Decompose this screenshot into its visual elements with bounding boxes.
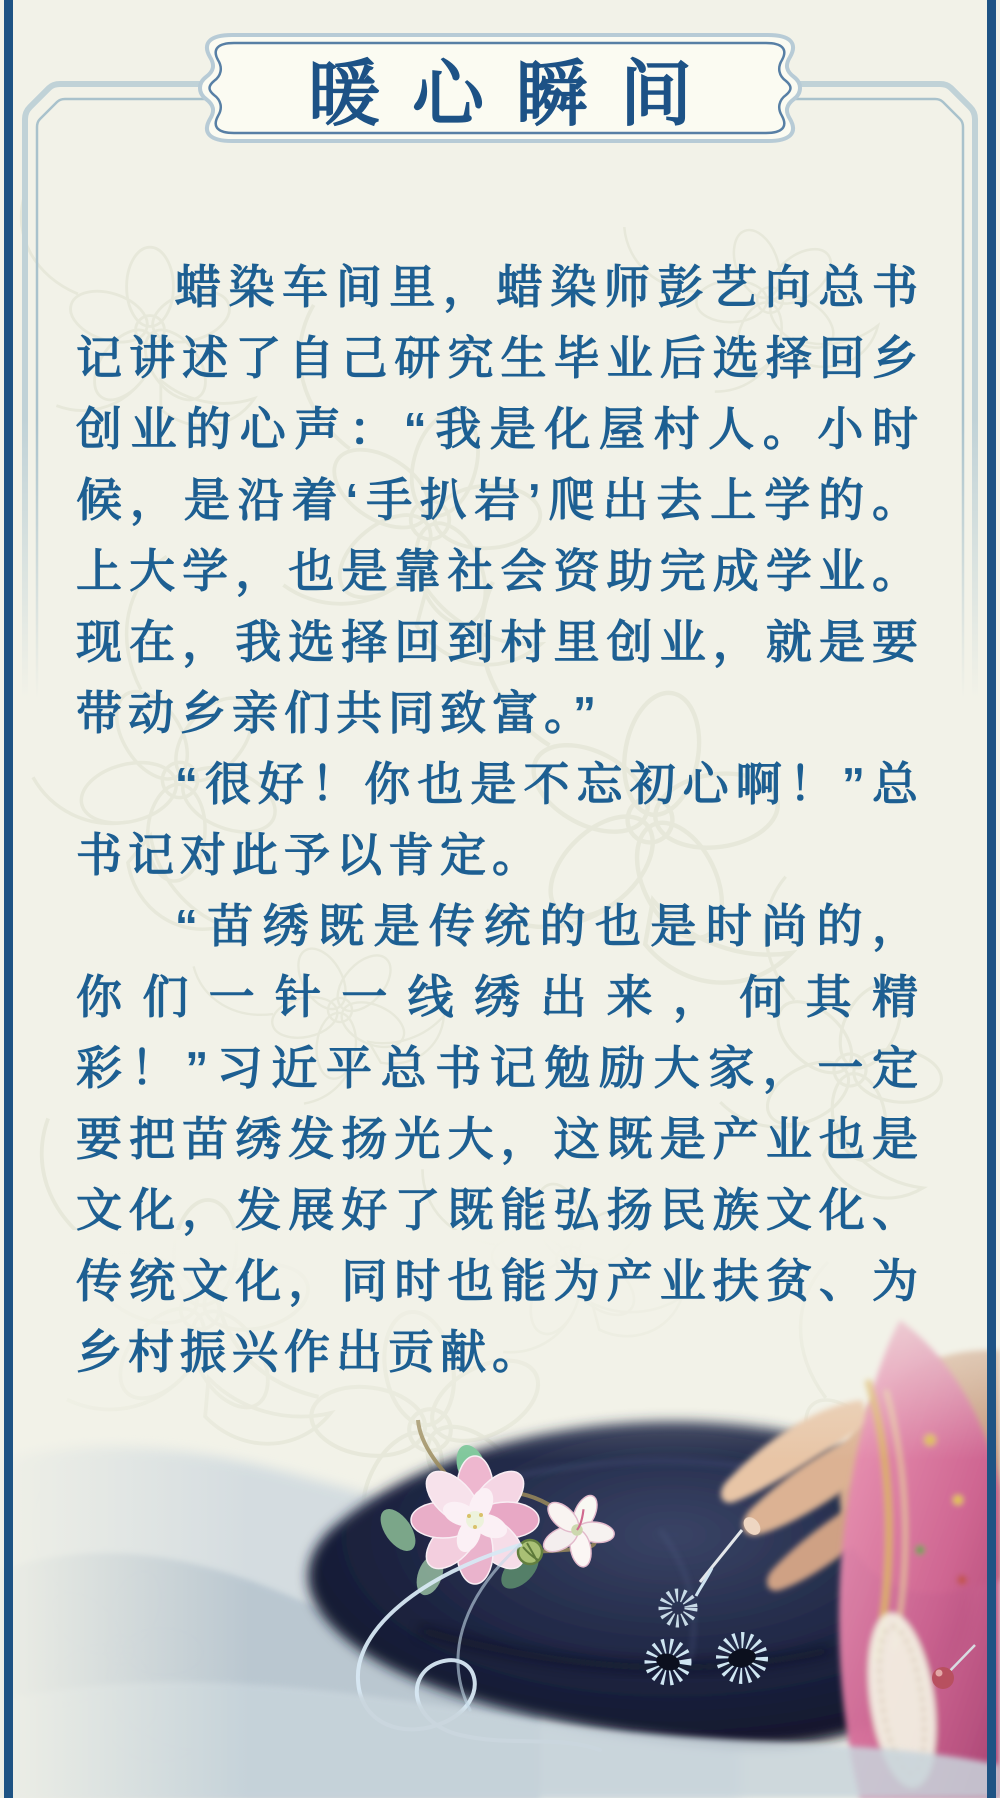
title-badge [170, 26, 830, 150]
peony-flower [411, 1456, 539, 1584]
page-title: 暖心瞬间 [307, 55, 724, 135]
paragraph-2: “很好！你也是不忘初心啊！”总书记对此予以肯定。 [76, 758, 924, 881]
right-border-stripe [987, 0, 996, 1798]
flower-bud [518, 1540, 542, 1564]
paragraph-1: 蜡染车间里，蜡染师彭艺向总书记讲述了自己研究生毕业后选择回乡创业的心声：“我是化屋村人。小时候，是沿着‘手扒岩’爬出去上学的。上大学，也是靠社会资助完成学业。现在，我选择回到村里创业，就是要带动乡亲们共同致富。” [76, 261, 924, 739]
paragraph-3: “苗绣既是传统的也是时尚的，你们一针一线绣出来，何其精彩！”习近平总书记勉励大家，一定要把苗绣发扬光大，这既是产业也是文化，发展好了既能弘扬民族文化、传统文化，同时也能为产业扶贫、为乡村振兴作出贡献。 [76, 900, 924, 1378]
left-border-stripe [4, 0, 13, 1798]
article-body [76, 252, 924, 1388]
